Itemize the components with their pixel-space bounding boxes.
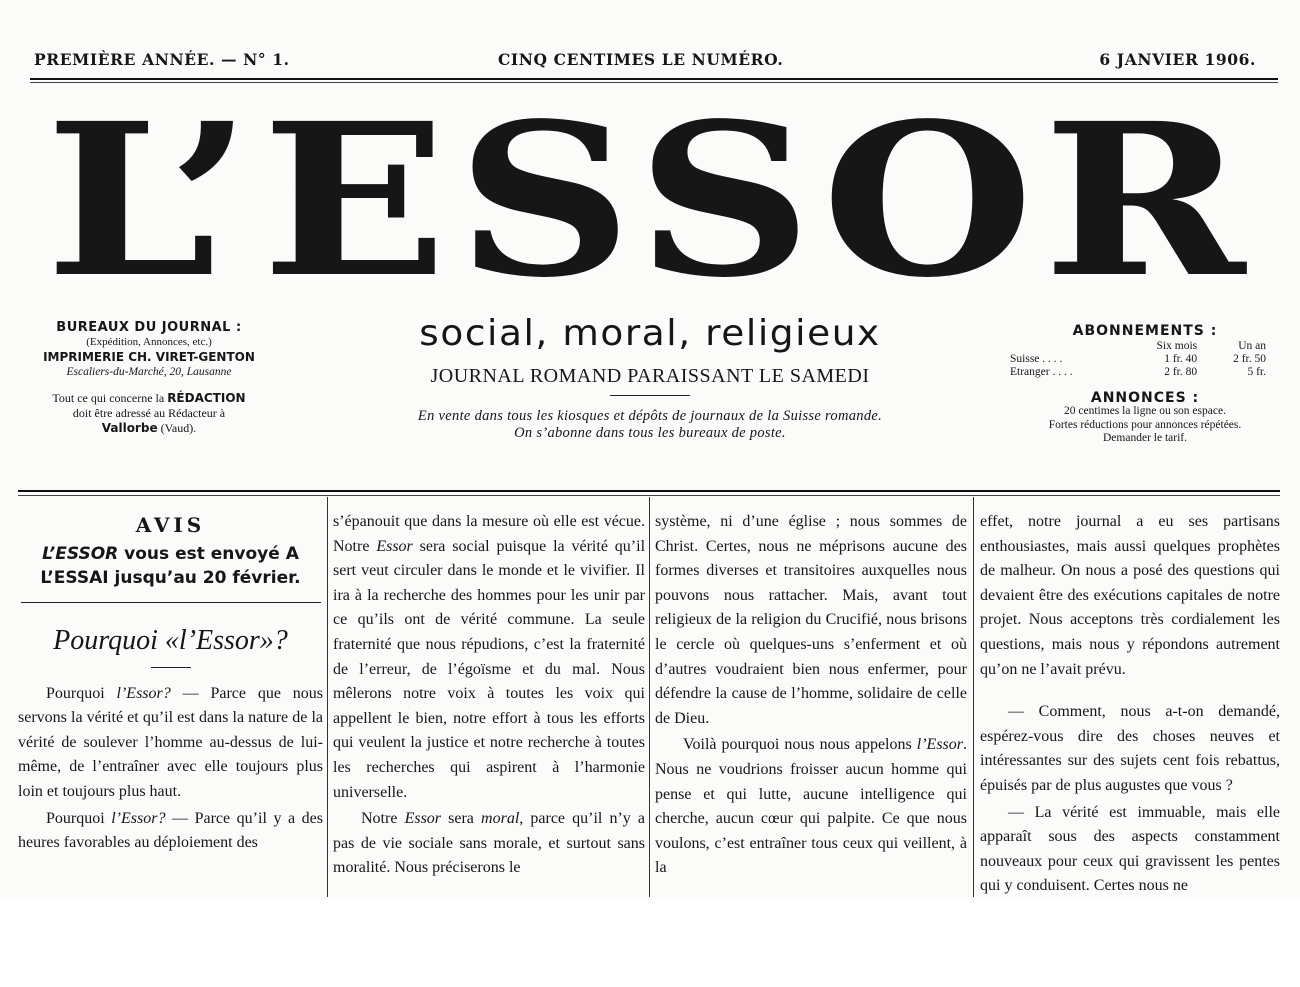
journal-tagline: JOURNAL ROMAND PARAISSANT LE SAMEDI <box>430 365 870 387</box>
column-1 <box>18 510 323 895</box>
avis-title: AVIS <box>135 513 206 537</box>
title-divider <box>151 667 191 668</box>
redaction-line-2: doit être adressé au Rédacteur à <box>72 406 226 420</box>
paragraph: — La vérité est immuable, mais elle apparaît sous des aspects constamment nouveaux pour ceux qui gravissent les pentes qui y conduisent. Certes nous ne <box>980 803 1280 895</box>
column-2 <box>333 510 645 895</box>
column-3 <box>655 510 967 895</box>
subtitle: social, moral, religieux <box>419 313 881 354</box>
col-six-months: Six mois <box>1156 340 1198 352</box>
paragraph: effet, notre journal a eu ses partisans enthousiastes, mais aussi quelques prophètes de malheur. On nous a posé des questions qui devaient être des exécutions capitales de notre projet. Nous acceptons très cordialement les questions, mais nous y répondons autrement qu’on ne l’avait prévu. <box>980 513 1280 678</box>
column-divider <box>649 497 650 897</box>
printer-address: Escaliers-du-Marché, 20, Lausanne <box>66 366 232 378</box>
center-divider <box>610 395 690 396</box>
year-issue: PREMIÈRE ANNÉE. — N° 1. <box>34 50 290 69</box>
row-suisse: Suisse . . . . <box>1010 353 1063 365</box>
avis-body: L’ESSOR vous est envoyé A L’ESSAI jusqu’au 20 février. <box>40 543 301 588</box>
annonces-line-2: Fortes réductions pour annonces répétées. <box>1048 418 1242 431</box>
avis-divider <box>21 602 321 603</box>
column-divider <box>327 497 328 897</box>
masthead-rule <box>18 490 1280 492</box>
article-title: Pourquoi «l’Essor»? <box>53 624 288 656</box>
top-info-line <box>30 50 1280 72</box>
paragraph: système, ni d’une église ; nous sommes de Christ. Certes, nous ne méprisons aucune des formes diverses et transitoires auxquelles nous pouvons nous rattacher. Mais, avant tout religieux de la religion du Crucifié, nous brisons le cercle où quelques-uns s’enferment et où d’autres voudraient bien nous enfermer, pour défendre la cause de l’homme, solidaire de celle de Dieu. <box>655 513 967 727</box>
annonces-line-3: Demander le tarif. <box>1103 432 1187 444</box>
masthead-title: L’ESSOR <box>45 77 1255 324</box>
column-divider <box>973 497 974 897</box>
sale-notice-2: On s’abonne dans tous les bureaux de poste. <box>514 425 786 441</box>
subscription-table: Six mois Un an Suisse . . . . 1 fr. 40 2 fr. 50 Etranger . . . . 2 fr. 80 5 fr. <box>1010 340 1266 378</box>
redaction-town: Vallorbe (Vaud). <box>101 421 197 435</box>
office-info <box>14 320 284 436</box>
abonnements-heading: ABONNEMENTS : <box>1072 323 1218 339</box>
price-line: CINQ CENTIMES LE NUMÉRO. <box>498 50 784 69</box>
issue-date: 6 JANVIER 1906. <box>1099 50 1256 69</box>
bureaux-detail: (Expédition, Annonces, etc.) <box>86 336 212 348</box>
row-etranger: Etranger . . . . <box>1010 366 1073 378</box>
paragraph: Notre Essor sera moral, parce qu’il n’y a pas de vie sociale sans morale, et surtout sans moralité. Nous préciserons le <box>333 810 645 877</box>
paragraph: Pourquoi l’Essor? — Parce que nous servons la vérité et qu’il est dans la nature de la vérité de soulever l’homme au-dessus de lui-même, de l’entraîner avec elle toujours plus loin et toujours plus haut. <box>18 684 323 800</box>
page-margin <box>0 900 1300 987</box>
printer-name: IMPRIMERIE CH. VIRET-GENTON <box>43 350 255 364</box>
paragraph: Voilà pourquoi nous nous appelons l’Essor. Nous ne voudrions froisser aucun homme qui pense et qui lutte, aucune intelligence qui cherche, aucun cœur qui palpite. Ce que nous voulons, c’est entraîner tous ceux qui veillent, à la <box>655 736 967 877</box>
subscription-info <box>1010 324 1280 446</box>
bureaux-heading: BUREAUX DU JOURNAL : <box>56 320 242 335</box>
sale-notice-1: En vente dans tous les kiosques et dépôts de journaux de la Suisse romande. <box>417 408 883 424</box>
masthead-rule-thin <box>18 495 1280 496</box>
column-4 <box>980 510 1280 895</box>
redaction-line: Tout ce qui concerne la RÉDACTION <box>52 391 246 405</box>
col-one-year: Un an <box>1238 340 1266 352</box>
paragraph: s’épanouit que dans la mesure où elle est vécue. Notre Essor sera social puisque la vérité qu’il sert veut circuler dans le monde et le vivifier. Il ira à la recherche des hommes pour les unir par ce qu’ils ont de vérité commune. La seule fraternité que nous répudions, c’est la fraternité de l’erreur, de l’égoïsme et du mal. Nous mêlerons notre voix à toutes les voix qui appellent le bien, notre effort à tous les efforts qui veulent la justice et notre recherche à toutes les recherches qui aspirent à l’harmonie universelle. <box>333 513 645 801</box>
paragraph: Pourquoi l’Essor? — Parce qu’il y a des heures favorables au déploiement des <box>18 809 323 852</box>
paragraph: — Comment, nous a-t-on demandé, espérez-vous dire des choses neuves et intéressantes sur des sujets cent fois rebattus, épuisés par de plus augustes que vous ? <box>980 703 1280 794</box>
subtitle-block <box>290 310 1010 442</box>
annonces-heading: ANNONCES : <box>1090 390 1200 406</box>
annonces-line-1: 20 centimes la ligne ou son espace. <box>1064 405 1226 417</box>
